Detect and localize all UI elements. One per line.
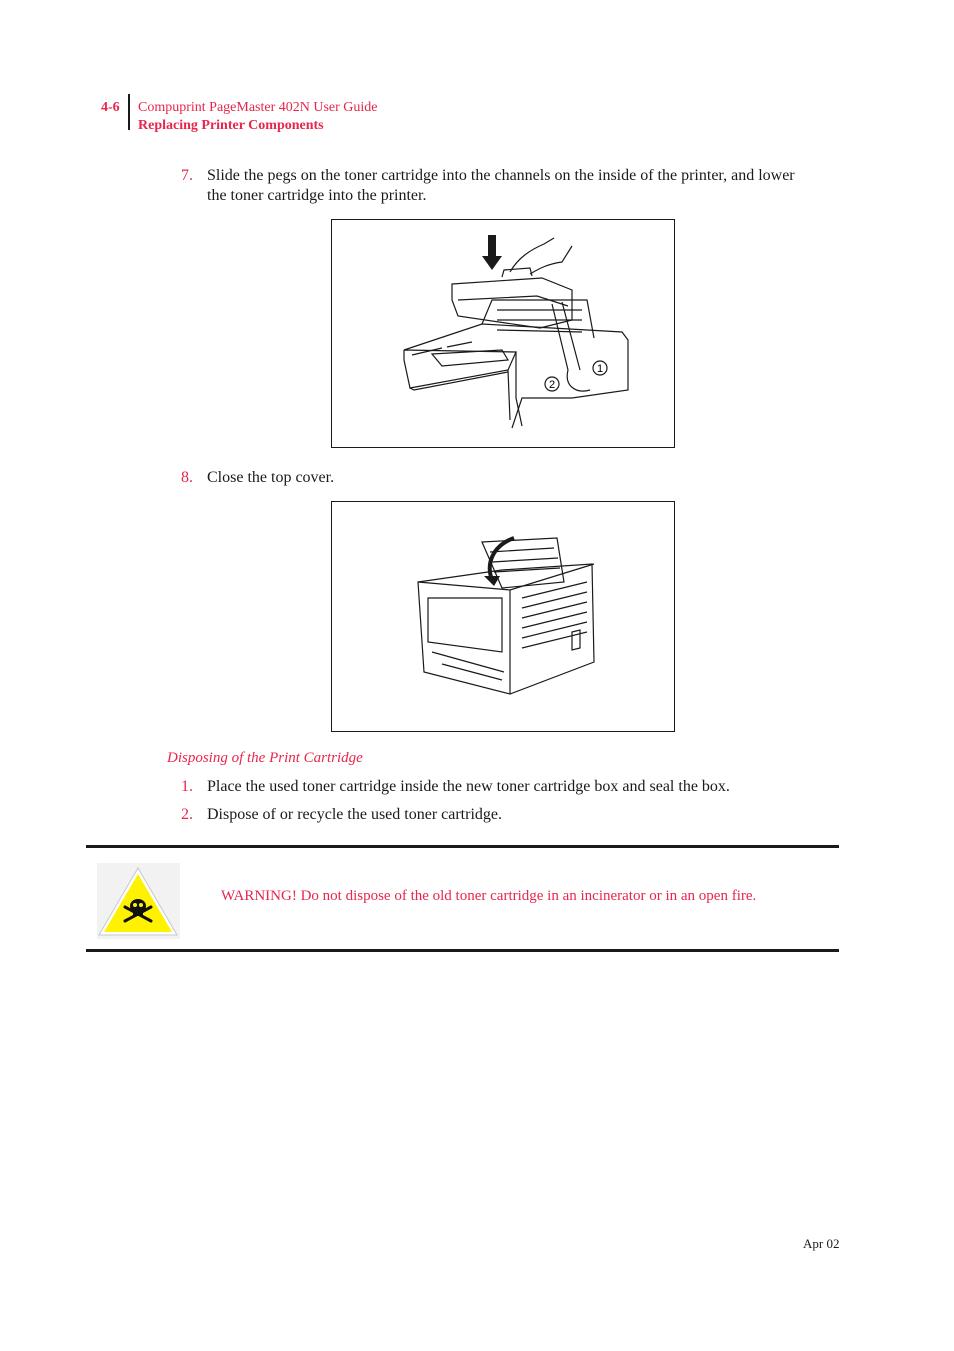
figure-insert-cartridge (331, 219, 675, 448)
step-text-line1: Slide the pegs on the toner cartridge into the channels on the inside of the printer, and lower (207, 167, 795, 184)
skull-crossbones-icon (97, 863, 180, 939)
callout-2 (545, 377, 559, 391)
printer-closing-illustration (332, 502, 673, 730)
svg-text:1: 1 (596, 363, 604, 375)
figure-close-cover (331, 501, 675, 732)
warning-top-rule (86, 845, 839, 848)
section-heading: Disposing of the Print Cartridge (167, 750, 363, 766)
arrow-down-icon (482, 235, 502, 270)
page-number: 4-6 (101, 100, 120, 115)
footer-date: Apr 02 (803, 1236, 840, 1251)
step-text: Dispose of or recycle the used toner cartridge. (207, 806, 502, 823)
step-number: 1. (181, 778, 193, 795)
callout-1 (593, 361, 607, 375)
warning-text: WARNING! Do not dispose of the old toner cartridge in an incinerator or in an open fire. (221, 888, 757, 904)
warning-bottom-rule (86, 949, 839, 952)
svg-text:2: 2 (548, 379, 556, 391)
guide-title: Compuprint PageMaster 402N User Guide (138, 100, 378, 115)
step-text: Close the top cover. (207, 469, 335, 486)
header-divider (128, 94, 130, 130)
step-text-line2: the toner cartridge into the printer. (207, 187, 427, 204)
step-number: 7. (181, 167, 193, 184)
warning-icon-box (97, 863, 180, 939)
step-number: 8. (181, 469, 193, 486)
step-number: 2. (181, 806, 193, 823)
section-title: Replacing Printer Components (138, 118, 324, 133)
printer-open-illustration (332, 220, 673, 446)
step-text: Place the used toner cartridge inside the new toner cartridge box and seal the box. (207, 778, 730, 795)
